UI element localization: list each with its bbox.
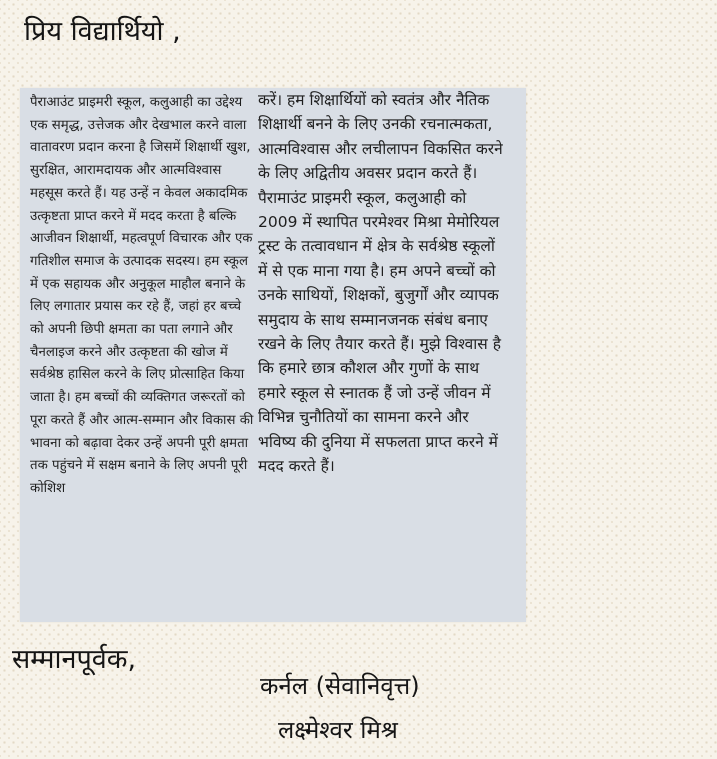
message-left-column: पैराआउंट प्राइमरी स्कूल, कलुआही का उद्देश्य एक समृद्ध, उत्तेजक और देखभाल करने वाला वातावरण प्रदान करना है जिसमें शिक्षार्थी खुश, सुरक्षित, आरामदायक और आत्मविश्वास महसूस करते हैं। यह उन्हें न केवल अकादमिक उत्कृष्टता प्राप्त करने में मदद करता है बल्कि आजीवन शिक्षार्थी, महत्वपूर्ण विचारक और एक गतिशील समाज के उत्पादक सदस्य। हम स्कूल में एक सहायक और अनुकूल माहौल बनाने के लिए लगातार प्रयास कर रहे हैं, जहां हर बच्चे को अपनी छिपी क्षमता का पता लगाने और चैनलाइज करने और उत्कृष्टता की खोज में सर्वश्रेष्ठ हासिल करने के लिए प्रोत्साहित किया जाता है। हम बच्चों की व्यक्तिगत जरूरतों को पूरा करते हैं और आत्म-सम्मान और विकास की भावना को बढ़ावा देकर उन्हें अपनी पूरी क्षमता तक पहुंचने में सक्षम बनाने के लिए अपनी पूरी कोशिश bbox=[30, 95, 254, 496]
message-panel bbox=[20, 88, 526, 622]
message-right-column: करें। हम शिक्षार्थियों को स्वतंत्र और नैतिक शिक्षार्थी बनने के लिए उनकी रचनात्मकता, आत्मविश्वास और लचीलापन विकसित करने के लिए अद्वितीय अवसर प्रदान करते हैं। पैरामाउंट प्राइमरी स्कूल, कलुआही को 2009 में स्थापित परमेश्वर मिश्रा मेमोरियल ट्रस्ट के तत्वावधान में क्षेत्र के सर्वश्रेष्ठ स्कूलों में से एक माना गया है। हम अपने बच्चों को उनके साथियों, शिक्षकों, बुजुर्गों और व्यापक समुदाय के साथ सम्मानजनक संबंध बनाए रखने के लिए तैयार करते हैं। मुझे विश्वास है कि हमारे छात्र कौशल और गुणों के साथ हमारे स्कूल से स्नातक हैं जो उन्हें जीवन में विभिन्न चुनौतियों का सामना करने और भविष्य की दुनिया में सफलता प्राप्त करने में मदद करते हैं। bbox=[258, 91, 503, 476]
signature-title: कर्नल (सेवानिवृत्त) bbox=[260, 672, 420, 700]
signature-name: लक्ष्मेश्वर मिश्र bbox=[278, 716, 398, 744]
closing-salutation: सम्मानपूर्वक, bbox=[12, 644, 137, 675]
greeting-heading: प्रिय विद्यार्थियो , bbox=[24, 16, 181, 47]
